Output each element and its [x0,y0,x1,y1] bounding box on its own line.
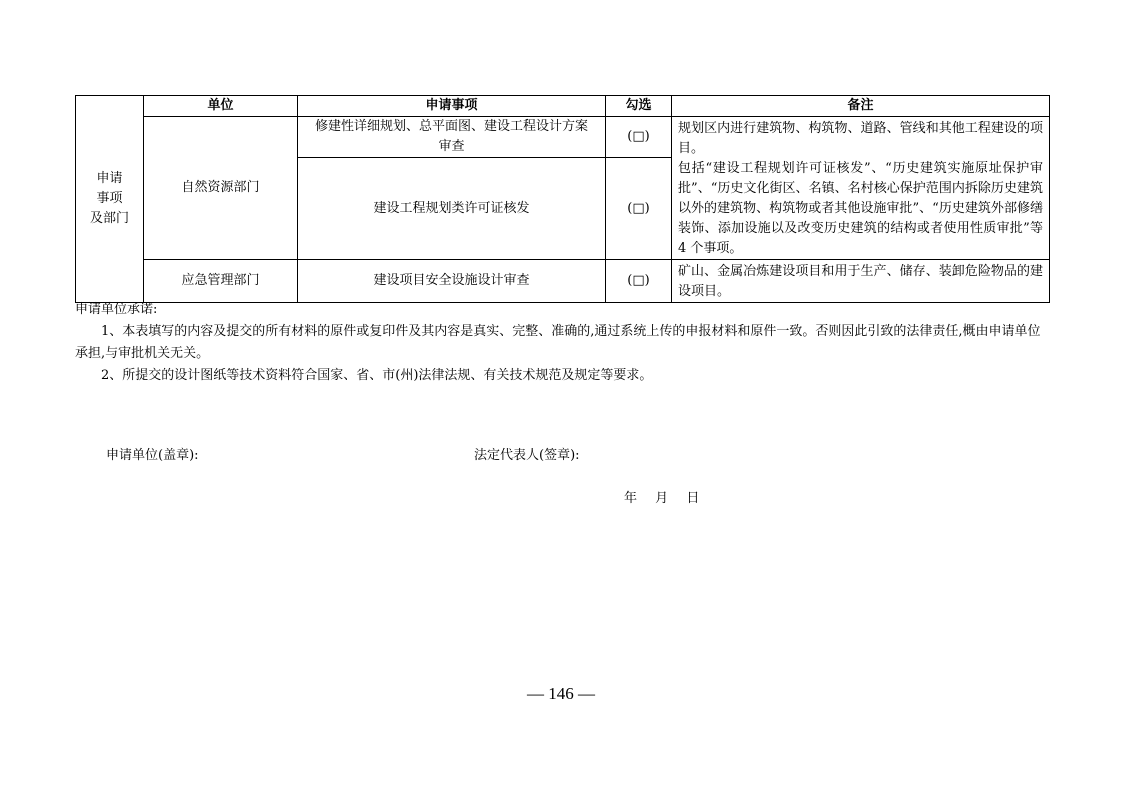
applicant-seal-label: 申请单位(盖章): [106,448,199,463]
page-number: — 146 — [527,684,595,703]
section-label-cell [76,96,144,303]
application-table [75,95,1050,303]
item-line: 审查 [438,139,465,155]
promise-item: 2、所提交的设计图纸等技术资料符合国家、省、市(州)法律法规、有关技术规范及规定等要求。 [101,368,653,383]
date-line [624,487,713,506]
item-cell-planning-permit: 建设工程规划类许可证核发 [298,158,606,260]
item-cell-safety-design: 建设项目安全设施设计审查 [298,260,606,303]
checkbox-safety-design[interactable]: (□) [606,260,672,303]
header-check: 勾选 [606,96,672,117]
header-unit: 单位 [144,96,298,117]
date-day: 日 [686,491,700,506]
legal-rep-signature-label: 法定代表人(签章): [474,448,580,463]
remark-cell-emergency: 矿山、金属冶炼建设项目和用于生产、储存、装卸危险物品的建设项目。 [672,260,1050,303]
applicant-promise [75,299,1049,387]
remark-cell-natural-resources [672,117,1050,260]
header-remark: 备注 [672,96,1050,117]
checkbox-planning-permit[interactable]: (□) [606,158,672,260]
section-label-line: 及部门 [89,211,129,226]
date-month: 月 [655,491,669,506]
item-cell-detailed-planning [298,117,606,158]
header-item: 申请事项 [298,96,606,117]
date-year: 年 [624,491,638,506]
section-label-line: 申请 [96,171,123,186]
checkbox-detailed-planning[interactable]: (□) [606,117,672,158]
remark-paragraph: 包括“建设工程规划许可证核发”、“历史建筑实施原址保护审批”、“历史文化街区、名镇、名村核心保护范围内拆除历史建筑以外的建筑物、构筑物或者其他设施审批”、“历史建筑外部修缮装饰、添加设施以及改变历史建筑的结构或者使用性质审批”等 4 个事项。 [678,161,1043,256]
promise-title: 申请单位承诺: [75,302,158,317]
unit-cell-emergency: 应急管理部门 [144,260,298,303]
item-line: 修建性详细规划、总平面图、建设工程设计方案 [314,119,588,135]
section-label-line: 事项 [96,191,123,206]
unit-cell-natural-resources: 自然资源部门 [144,117,298,260]
promise-item: 1、本表填写的内容及提交的所有材料的原件或复印件及其内容是真实、完整、准确的,通过系统上传的申报材料和原件一致。否则因此引致的法律责任,概由申请单位承担,与审批机关无关。 [75,324,1041,361]
remark-paragraph: 规划区内进行建筑物、构筑物、道路、管线和其他工程建设的项目。 [678,121,1043,156]
